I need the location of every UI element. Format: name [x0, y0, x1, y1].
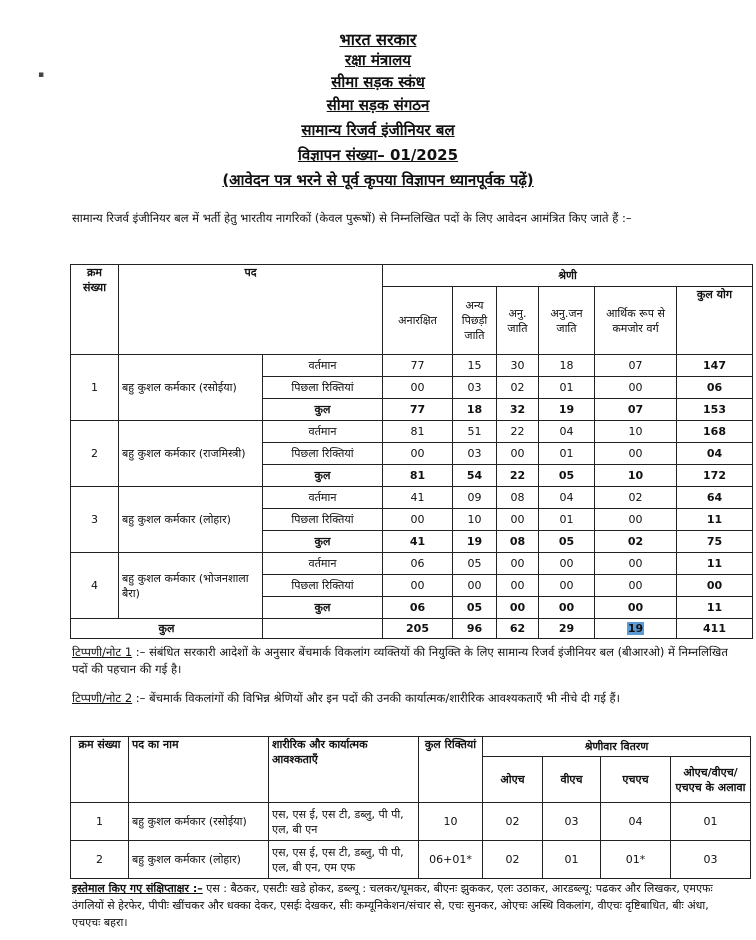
cell-st: 01 — [539, 509, 595, 531]
header-total: कुल योग — [677, 287, 753, 355]
t2-header-other: ओएच/वीएच/एचएच के अलावा — [671, 757, 751, 803]
t2-row2-hh: 01* — [601, 841, 671, 879]
cell-sc: 00 — [497, 575, 539, 597]
note-1-text: :– संबंधित सरकारी आदेशों के अनुसार बेंचमार्क विकलांग व्यक्तियों की नियुक्ति के लिए सामान्य रिजर्व इंजीनियर बल (बीआरओ) में निम्नलिखित पदों की पहचान की गई है। — [72, 645, 728, 676]
grand-total-sc: 62 — [497, 619, 539, 639]
cell-sc: 22 — [497, 421, 539, 443]
t2-row1-post: बहु कुशल कर्मकार (रसोईया) — [129, 803, 269, 841]
cell-obc: 09 — [453, 487, 497, 509]
cell-sc: 32 — [497, 399, 539, 421]
t2-row2-oh: 02 — [483, 841, 543, 879]
cell-ews: 02 — [595, 487, 677, 509]
cell-ews: 02 — [595, 531, 677, 553]
row-label: वर्तमान — [263, 355, 383, 377]
cell-total: 04 — [677, 443, 753, 465]
grand-total-ews: 19 — [627, 622, 644, 635]
cell-obc: 00 — [453, 575, 497, 597]
t2-row2-vh: 01 — [543, 841, 601, 879]
cell-obc: 10 — [453, 509, 497, 531]
cell-ews: 00 — [595, 575, 677, 597]
row-label: कुल — [263, 531, 383, 553]
cell-obc: 19 — [453, 531, 497, 553]
cell-ews: 10 — [595, 421, 677, 443]
grand-total-label: कुल — [71, 619, 263, 639]
table-row — [71, 803, 751, 841]
cell-st: 01 — [539, 377, 595, 399]
cell-total: 11 — [677, 553, 753, 575]
abbreviations-text: एस : बैठकर, एसटीः खडे होकर, डब्ल्यू : चलकर/घूमकर, बीएनः झुककर, एलः उठाकर, आरडब्ल्यू: पढकर और लिखकर, एमएफः उंगलियों से हेरफेर, पीपीः खींचकर और धक्का देकर, एसईः देखकर, सीः कम्यूनिकेशन/संचार से, एचः सुनकर, ओएचः अस्थि विकलांग, वीएचः दृष्टिबाधित, बीः अंधा, एचएचः बहरा। — [72, 882, 713, 929]
t2-row2-sno: 2 — [71, 841, 129, 879]
cell-ur: 77 — [383, 355, 453, 377]
intro-paragraph: सामान्य रिजर्व इंजीनियर बल में भर्ती हेतु भारतीय नागरिकों (केवल पुरूषों) से निम्नलिखित पदों के लिए आवेदन आमंत्रित किए जाते हैं :– — [72, 211, 632, 225]
cell-st: 19 — [539, 399, 595, 421]
t2-header-hh: एचएच — [601, 757, 671, 803]
cell-st: 18 — [539, 355, 595, 377]
header-ur: अनारक्षित — [383, 287, 453, 355]
grand-total-row — [71, 619, 753, 639]
t2-row1-total: 10 — [419, 803, 483, 841]
cell-obc: 51 — [453, 421, 497, 443]
cell-st: 00 — [539, 553, 595, 575]
header-st: अनु.जन जाति — [539, 287, 595, 355]
row-label: कुल — [263, 597, 383, 619]
header-sno: क्रम संख्या — [71, 265, 119, 355]
cell-st: 05 — [539, 465, 595, 487]
cell-total: 00 — [677, 575, 753, 597]
row-label: पिछला रिक्तियां — [263, 575, 383, 597]
t2-row2-total: 06+01* — [419, 841, 483, 879]
cell-total: 153 — [677, 399, 753, 421]
vacancy-table — [70, 264, 753, 639]
post-1-sno: 1 — [71, 355, 119, 421]
grand-total-sum: 411 — [677, 619, 753, 639]
cell-obc: 05 — [453, 553, 497, 575]
cell-sc: 02 — [497, 377, 539, 399]
t2-header-dist: श्रेणीवार वितरण — [483, 737, 751, 757]
table-row — [71, 355, 753, 377]
abbreviations-label: इस्तेमाल किए गए संक्षिप्ताक्षर :– — [72, 882, 203, 895]
t2-row1-oh: 02 — [483, 803, 543, 841]
cell-st: 05 — [539, 531, 595, 553]
t2-row2-other: 03 — [671, 841, 751, 879]
cell-ews: 10 — [595, 465, 677, 487]
row-label: पिछला रिक्तियां — [263, 443, 383, 465]
t2-header-post: पद का नाम — [129, 737, 269, 803]
cell-obc: 54 — [453, 465, 497, 487]
cell-ews: 00 — [595, 597, 677, 619]
cell-ews: 00 — [595, 377, 677, 399]
cell-total: 64 — [677, 487, 753, 509]
cell-st: 04 — [539, 487, 595, 509]
t2-header-sno: क्रम संख्या — [71, 737, 129, 803]
t2-row2-post: बहु कुशल कर्मकार (लोहार) — [129, 841, 269, 879]
note-2-label: टिप्पणी/नोट 2 — [72, 691, 133, 705]
cell-total: 75 — [677, 531, 753, 553]
t2-header-vh: वीएच — [543, 757, 601, 803]
t2-row1-other: 01 — [671, 803, 751, 841]
note-1-label: टिप्पणी/नोट 1 — [72, 645, 133, 659]
row-label: पिछला रिक्तियां — [263, 509, 383, 531]
cell-sc: 08 — [497, 487, 539, 509]
table-row — [71, 487, 753, 509]
t2-header-oh: ओएच — [483, 757, 543, 803]
post-1-name: बहु कुशल कर्मकार (रसोईया) — [119, 355, 263, 421]
cell-ews: 07 — [595, 399, 677, 421]
header-line-6: विज्ञापन संख्या– 01/2025 — [297, 146, 459, 164]
cell-st: 00 — [539, 575, 595, 597]
t2-header-total: कुल रिक्तियां — [419, 737, 483, 803]
cell-sc: 08 — [497, 531, 539, 553]
grand-total-st: 29 — [539, 619, 595, 639]
cell-total: 06 — [677, 377, 753, 399]
header-line-1: भारत सरकार — [339, 30, 417, 49]
header-post: पद — [119, 265, 383, 355]
post-4-sno: 4 — [71, 553, 119, 619]
cell-total: 172 — [677, 465, 753, 487]
cell-obc: 03 — [453, 377, 497, 399]
disability-table — [70, 736, 751, 879]
note-1 — [72, 644, 734, 678]
post-3-sno: 3 — [71, 487, 119, 553]
cell-sc: 00 — [497, 553, 539, 575]
row-label: वर्तमान — [263, 553, 383, 575]
row-label: कुल — [263, 399, 383, 421]
cell-ur: 06 — [383, 597, 453, 619]
cell-obc: 05 — [453, 597, 497, 619]
header-obc: अन्य पिछड़ी जाति — [453, 287, 497, 355]
cell-ur: 77 — [383, 399, 453, 421]
cell-ur: 06 — [383, 553, 453, 575]
cell-ur: 81 — [383, 465, 453, 487]
cell-ur: 81 — [383, 421, 453, 443]
row-label: वर्तमान — [263, 421, 383, 443]
header-line-2: रक्षा मंत्रालय — [344, 51, 411, 69]
vacancy-table-body — [71, 355, 753, 619]
t2-row1-sno: 1 — [71, 803, 129, 841]
cell-ews: 00 — [595, 443, 677, 465]
header-line-7: (आवेदन पत्र भरने से पूर्व कृपया विज्ञापन ध्यानपूर्वक पढ़ें) — [222, 171, 534, 189]
table-row — [71, 841, 751, 879]
grand-total-obc: 96 — [453, 619, 497, 639]
row-label: कुल — [263, 465, 383, 487]
table-row — [71, 553, 753, 575]
row-label: वर्तमान — [263, 487, 383, 509]
cell-sc: 00 — [497, 443, 539, 465]
header-line-4: सीमा सड़क संगठन — [326, 96, 430, 114]
cell-st: 00 — [539, 597, 595, 619]
t2-row1-vh: 03 — [543, 803, 601, 841]
cell-obc: 03 — [453, 443, 497, 465]
cell-st: 04 — [539, 421, 595, 443]
cell-ews: 07 — [595, 355, 677, 377]
cell-ews: 00 — [595, 553, 677, 575]
cell-ur: 00 — [383, 443, 453, 465]
header-sc: अनु. जाति — [497, 287, 539, 355]
cell-sc: 00 — [497, 597, 539, 619]
cell-obc: 15 — [453, 355, 497, 377]
abbreviations — [72, 880, 736, 931]
post-4-name: बहु कुशल कर्मकार (भोजनशाला बैरा) — [119, 553, 263, 619]
cell-obc: 18 — [453, 399, 497, 421]
header-ews: आर्थिक रूप से कमजोर वर्ग — [595, 287, 677, 355]
stray-mark: ▪ — [38, 70, 45, 80]
post-3-name: बहु कुशल कर्मकार (लोहार) — [119, 487, 263, 553]
note-2 — [72, 690, 734, 707]
cell-st: 01 — [539, 443, 595, 465]
t2-row1-req: एस, एस ई, एस टी, डब्लु, पी पी, एल, बी एन — [269, 803, 419, 841]
t2-row1-hh: 04 — [601, 803, 671, 841]
header-line-5: सामान्य रिजर्व इंजीनियर बल — [301, 121, 455, 139]
cell-total: 11 — [677, 597, 753, 619]
cell-total: 11 — [677, 509, 753, 531]
post-2-sno: 2 — [71, 421, 119, 487]
table-row — [71, 421, 753, 443]
t2-header-req: शारीरिक और कार्यात्मक आवश्कताएँ — [269, 737, 419, 803]
row-label: पिछला रिक्तियां — [263, 377, 383, 399]
cell-ur: 00 — [383, 377, 453, 399]
header-category: श्रेणी — [383, 265, 753, 287]
cell-ur: 00 — [383, 575, 453, 597]
cell-total: 147 — [677, 355, 753, 377]
cell-total: 168 — [677, 421, 753, 443]
cell-sc: 30 — [497, 355, 539, 377]
cell-ur: 41 — [383, 487, 453, 509]
cell-sc: 22 — [497, 465, 539, 487]
t2-row2-req: एस, एस ई, एस टी, डब्लु, पी पी, एल, बी एन, एम एफ — [269, 841, 419, 879]
header-line-3: सीमा सड़क स्कंध — [331, 73, 425, 91]
cell-sc: 00 — [497, 509, 539, 531]
post-2-name: बहु कुशल कर्मकार (राजमिस्त्री) — [119, 421, 263, 487]
cell-ur: 41 — [383, 531, 453, 553]
grand-total-spacer — [263, 619, 383, 639]
cell-ews: 00 — [595, 509, 677, 531]
cell-ur: 00 — [383, 509, 453, 531]
note-2-text: :– बेंचमार्क विकलांगों की विभिन्न श्रेणियों और इन पदों की उनकी कार्यात्मक/शारीरिक आवश्यकताएँ भी नीचे दी गई हैं। — [132, 691, 620, 705]
grand-total-ur: 205 — [383, 619, 453, 639]
